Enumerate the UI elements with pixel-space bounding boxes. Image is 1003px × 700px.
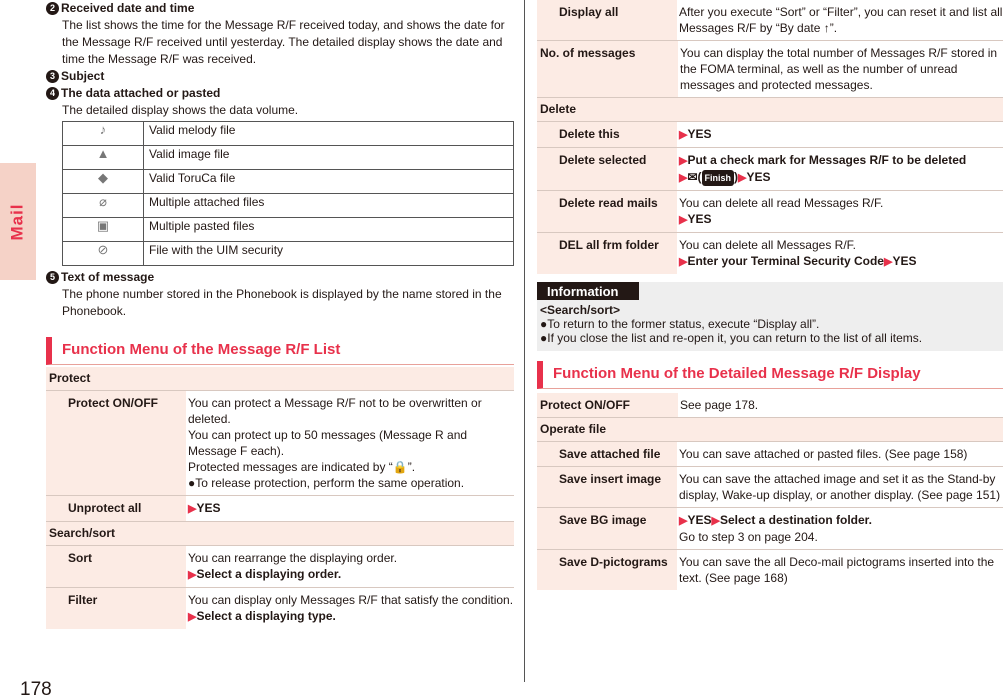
info-heading: <Search/sort> (540, 303, 621, 317)
menu-row-no-messages (537, 40, 1003, 97)
icon-label: Valid melody file (144, 122, 514, 146)
menu-row-delete-read: Delete read mails You can delete all read Messages R/F. ▶YES (537, 190, 1003, 232)
image-file-icon: ▲ (63, 146, 144, 170)
menu-key: Delete selected (557, 148, 677, 190)
menu-row-save-insert (537, 466, 1003, 507)
menu-row-unprotect: Unprotect all ▶YES (46, 495, 514, 521)
bullet-icon: ● (540, 331, 548, 345)
item-title: Subject (61, 69, 105, 83)
item-description: The list shows the time for the Message R/F received today, and shows the date for the Message R/F received until yesterday. The detailed display shows the date and time the Message R/F was received. (62, 18, 505, 66)
arrow-icon: ▶ (679, 256, 688, 268)
arrow-icon: ▶ (711, 515, 720, 527)
arrow-icon: ▶ (188, 611, 197, 623)
menu-description: You can save attached or pasted files. (See page 158) (679, 447, 968, 461)
menu-row-protect (46, 390, 514, 495)
left-column (46, 0, 514, 629)
item-received-date (46, 0, 514, 68)
icon-label: Valid ToruCa file (144, 170, 514, 194)
menu-key: Filter (66, 588, 186, 629)
icon-label: Multiple pasted files (144, 218, 514, 242)
menu-key: Sort (66, 546, 186, 587)
arrow-icon: ▶ (679, 155, 688, 167)
mail-section-tab: Mail (0, 163, 36, 280)
section-title: Function Menu of the Detailed Message R/F Display (537, 361, 1003, 389)
group-title: Protect (46, 367, 514, 390)
column-divider (524, 0, 525, 682)
bullet-icon: ● (188, 476, 196, 490)
function-menu-list (46, 367, 514, 629)
menu-row-save-bg: Save BG image ▶YES▶Select a destination folder. Go to step 3 on page 204. (537, 507, 1003, 549)
icon-label: File with the UIM security (144, 242, 514, 266)
arrow-icon: ▶ (679, 172, 688, 184)
menu-row-display-all (537, 0, 1003, 40)
item-title: Text of message (61, 270, 155, 284)
item-title: Received date and time (61, 1, 195, 15)
menu-description: You can protect a Message R/F not to be overwritten or deleted. You can protect up to 50 messages (Message R and Message F each). Protected messages are indicated by “🔒”. ●To release protection, perform the same operation. (188, 396, 482, 490)
table-row (63, 218, 514, 242)
item-subject (46, 68, 514, 85)
number-marker: 2 (46, 2, 59, 15)
group-title: Delete (537, 97, 1003, 121)
uim-security-icon: ⊘ (63, 242, 144, 266)
item-data-attached (46, 85, 514, 119)
table-row (63, 242, 514, 266)
arrow-icon: ▶ (738, 172, 747, 184)
finish-softkey: Finish (702, 170, 735, 186)
arrow-icon: ▶ (679, 129, 688, 141)
attachment-icon-table (62, 121, 514, 266)
information-tab: Information (537, 282, 639, 300)
paperclip-icon: ⌀ (63, 194, 144, 218)
menu-key: DEL all frm folder (557, 233, 677, 274)
lock-icon: 🔒 (392, 460, 408, 474)
menu-row-delete-selected: Delete selected ▶Put a check mark for Messages R/F to be deleted ▶✉( Finish )▶YES (537, 147, 1003, 190)
menu-description: After you execute “Sort” or “Filter”, you can reset it and list all Messages R/F by “By date ↑”. (679, 5, 1003, 35)
toruca-file-icon: ◆ (63, 170, 144, 194)
function-menu-detail (537, 393, 1003, 590)
group-title: Search/sort (46, 521, 514, 545)
arrow-icon: ▶ (883, 256, 893, 268)
menu-description: You can display the total number of Messages R/F stored in the FOMA terminal, as well as the number of unread messages and protected messages. (680, 46, 998, 92)
item-description: The phone number stored in the Phonebook is displayed by the name stored in the Phonebook. (62, 287, 502, 318)
menu-description: You can save the all Deco-mail pictograms inserted into the text. (See page 168) (679, 555, 995, 585)
menu-key: Save insert image (557, 467, 677, 507)
right-column (537, 0, 1003, 590)
menu-description: See page 178. (680, 398, 759, 412)
arrow-icon: ▶ (679, 214, 688, 226)
arrow-icon: ▶ (679, 515, 688, 527)
menu-row-save-attached (537, 441, 1003, 466)
number-marker: 5 (46, 271, 59, 284)
menu-row-delete-this: Delete this ▶YES (537, 121, 1003, 147)
table-row (63, 170, 514, 194)
menu-key: Protect ON/OFF (537, 393, 678, 417)
menu-key: Save attached file (557, 442, 677, 466)
menu-key: Save D-pictograms (557, 550, 677, 590)
menu-row-filter: Filter You can display only Messages R/F that satisfy the condition. ▶Select a displaying type. (46, 587, 514, 629)
icon-label: Valid image file (144, 146, 514, 170)
pasted-files-icon: ▣ (63, 218, 144, 242)
menu-key: Save BG image (557, 508, 677, 549)
item-title: The data attached or pasted (61, 86, 221, 100)
menu-key: Unprotect all (66, 496, 186, 521)
icon-label: Multiple attached files (144, 194, 514, 218)
section-title: Function Menu of the Message R/F List (46, 337, 514, 365)
menu-key: Protect ON/OFF (66, 391, 186, 495)
table-row (63, 194, 514, 218)
menu-row-protect-detail (537, 393, 1003, 417)
arrow-icon: ▶ (188, 569, 197, 581)
bullet-icon: ● (540, 317, 548, 331)
menu-row-sort: Sort You can rearrange the displaying order. ▶Select a displaying order. (46, 545, 514, 587)
menu-key: Delete this (557, 122, 677, 147)
group-title: Operate file (537, 417, 1003, 441)
information-box: Information <Search/sort> ●To return to the former status, execute “Display all”. ●If you close the list and re-open it, you can return to the list of all items. (537, 282, 1003, 351)
menu-key: No. of messages (537, 41, 678, 97)
item-text-of-message (46, 269, 514, 320)
menu-key: Delete read mails (557, 191, 677, 232)
arrow-icon: ▶ (188, 503, 197, 515)
melody-file-icon: ♪ (63, 122, 144, 146)
number-marker: 4 (46, 87, 59, 100)
menu-row-save-dpictograms (537, 549, 1003, 590)
number-marker: 3 (46, 70, 59, 83)
item-description: The detailed display shows the data volume. (62, 103, 299, 117)
page-number: 178 (20, 679, 52, 700)
menu-row-del-all: DEL all frm folder You can delete all Messages R/F. ▶Enter your Terminal Security Code▶YES (537, 232, 1003, 274)
table-row (63, 146, 514, 170)
menu-description: You can save the attached image and set it as the Stand-by display, Wake-up display, or another display. (See page 151) (679, 472, 1001, 502)
menu-key: Display all (557, 0, 677, 40)
table-row (63, 122, 514, 146)
mail-key-icon: ✉ (687, 170, 698, 184)
